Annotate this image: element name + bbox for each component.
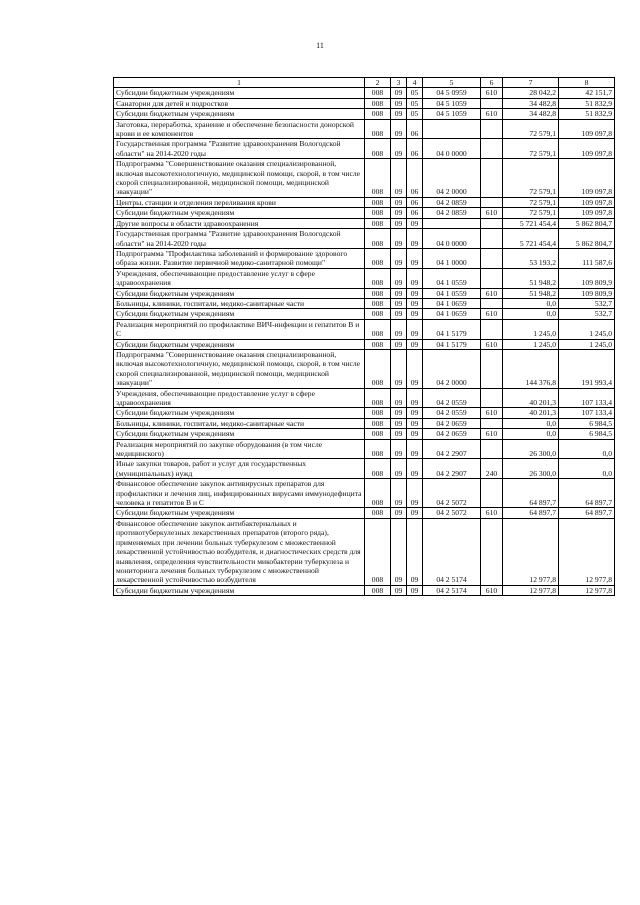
row-name: Иные закупки товаров, работ и услуг для государственных (муниципальных) нужд <box>114 459 365 479</box>
amount-year-1: 72 579,1 <box>503 139 559 159</box>
amount-year-2: 109 097,8 <box>559 208 615 218</box>
expense-type: 610 <box>481 309 503 319</box>
row-name: Больницы, клиники, госпитали, медико-санитарные части <box>114 298 365 308</box>
header-cell: 8 <box>559 78 615 88</box>
table-row <box>114 88 615 98</box>
ved-code: 008 <box>365 119 391 139</box>
row-name: Субсидии бюджетным учреждениям <box>114 508 365 518</box>
table-row <box>114 218 615 228</box>
ved-code: 008 <box>365 349 391 388</box>
ved-code: 008 <box>365 418 391 428</box>
table-row <box>114 508 615 518</box>
row-name: Реализация мероприятий по профилактике ВИЧ-инфекции и гепатитов В и С <box>114 319 365 339</box>
section-code: 09 <box>391 197 407 207</box>
amount-year-1: 34 482,8 <box>503 98 559 108</box>
table-row <box>114 288 615 298</box>
row-name: Субсидии бюджетным учреждениям <box>114 585 365 595</box>
header-cell: 7 <box>503 78 559 88</box>
expense-type <box>481 248 503 268</box>
subsection-code: 06 <box>407 197 423 207</box>
subsection-code: 09 <box>407 408 423 418</box>
amount-year-2: 5 862 804,7 <box>559 218 615 228</box>
amount-year-1: 0,0 <box>503 298 559 308</box>
ved-code: 008 <box>365 298 391 308</box>
amount-year-2: 109 097,8 <box>559 197 615 207</box>
subsection-code: 09 <box>407 429 423 439</box>
section-code: 09 <box>391 479 407 508</box>
subsection-code: 06 <box>407 139 423 159</box>
row-name: Учреждения, обеспечивающие предоставление услуг в сфере здравоохранения <box>114 388 365 408</box>
table-row <box>114 319 615 339</box>
section-code: 09 <box>391 298 407 308</box>
amount-year-1: 0,0 <box>503 309 559 319</box>
expense-type <box>481 229 503 249</box>
amount-year-1: 64 897,7 <box>503 508 559 518</box>
amount-year-1: 72 579,1 <box>503 159 559 198</box>
subsection-code: 09 <box>407 309 423 319</box>
section-code: 09 <box>391 98 407 108</box>
ved-code: 008 <box>365 268 391 288</box>
section-code: 09 <box>391 439 407 459</box>
expense-type <box>481 139 503 159</box>
target-article: 04 2 0659 <box>423 418 481 428</box>
table-row <box>114 229 615 249</box>
subsection-code: 05 <box>407 88 423 98</box>
amount-year-1: 12 977,8 <box>503 518 559 585</box>
amount-year-2: 64 897,7 <box>559 508 615 518</box>
amount-year-1: 144 376,8 <box>503 349 559 388</box>
subsection-code: 09 <box>407 218 423 228</box>
target-article: 04 5 0959 <box>423 88 481 98</box>
expense-type <box>481 268 503 288</box>
section-code: 09 <box>391 508 407 518</box>
row-name: Субсидии бюджетным учреждениям <box>114 408 365 418</box>
amount-year-2: 12 977,8 <box>559 518 615 585</box>
amount-year-2: 51 832,9 <box>559 98 615 108</box>
amount-year-2: 109 097,8 <box>559 139 615 159</box>
budget-table <box>113 77 615 596</box>
subsection-code: 09 <box>407 508 423 518</box>
amount-year-2: 1 245,0 <box>559 319 615 339</box>
row-name: Подпрограмма "Совершенствование оказания специализированной, включая высокотехнологичную, медицинской помощи, скорой, в том числе скорой специализированной, медицинской помощи, медицинской эвакуации" <box>114 349 365 388</box>
table-row <box>114 119 615 139</box>
amount-year-1: 0,0 <box>503 429 559 439</box>
expense-type <box>481 319 503 339</box>
subsection-code: 05 <box>407 98 423 108</box>
target-article: 04 2 0859 <box>423 208 481 218</box>
subsection-code: 05 <box>407 109 423 119</box>
target-article <box>423 119 481 139</box>
section-code: 09 <box>391 429 407 439</box>
table-row <box>114 479 615 508</box>
ved-code: 008 <box>365 208 391 218</box>
table-row <box>114 248 615 268</box>
section-code: 09 <box>391 585 407 595</box>
target-article: 04 1 0559 <box>423 268 481 288</box>
row-name: Государственная программа "Развитие здравоохранения Вологодской области" на 2014-2020 годы <box>114 229 365 249</box>
amount-year-1: 5 721 454,4 <box>503 218 559 228</box>
table-row <box>114 268 615 288</box>
section-code: 09 <box>391 109 407 119</box>
expense-type <box>481 439 503 459</box>
amount-year-2: 12 977,8 <box>559 585 615 595</box>
table-row <box>114 298 615 308</box>
amount-year-2: 109 809,9 <box>559 268 615 288</box>
section-code: 09 <box>391 309 407 319</box>
row-name: Субсидии бюджетным учреждениям <box>114 109 365 119</box>
expense-type <box>481 518 503 585</box>
row-name: Центры, станции и отделения переливания крови <box>114 197 365 207</box>
ved-code: 008 <box>365 339 391 349</box>
target-article: 04 1 0000 <box>423 248 481 268</box>
row-name: Субсидии бюджетным учреждениям <box>114 288 365 298</box>
amount-year-1: 26 300,0 <box>503 439 559 459</box>
header-cell: 1 <box>114 78 365 88</box>
target-article: 04 2 5174 <box>423 585 481 595</box>
expense-type: 610 <box>481 585 503 595</box>
section-code: 09 <box>391 339 407 349</box>
expense-type <box>481 479 503 508</box>
target-article: 04 2 0659 <box>423 429 481 439</box>
amount-year-2: 1 245,0 <box>559 339 615 349</box>
row-name: Государственная программа "Развитие здравоохранения Вологодской области" на 2014-2020 годы <box>114 139 365 159</box>
expense-type <box>481 98 503 108</box>
table-row <box>114 418 615 428</box>
amount-year-1: 40 201,3 <box>503 388 559 408</box>
subsection-code: 09 <box>407 229 423 249</box>
amount-year-1: 0,0 <box>503 418 559 428</box>
amount-year-2: 51 832,9 <box>559 109 615 119</box>
row-name: Подпрограмма "Профилактика заболеваний и формирование здорового образа жизни. Развитие первичной медико-санитарной помощи" <box>114 248 365 268</box>
expense-type <box>481 349 503 388</box>
amount-year-1: 34 482,8 <box>503 109 559 119</box>
amount-year-1: 53 193,2 <box>503 248 559 268</box>
ved-code: 008 <box>365 139 391 159</box>
ved-code: 008 <box>365 459 391 479</box>
target-article: 04 2 5072 <box>423 479 481 508</box>
amount-year-1: 72 579,1 <box>503 208 559 218</box>
subsection-code: 09 <box>407 268 423 288</box>
ved-code: 008 <box>365 319 391 339</box>
expense-type: 610 <box>481 429 503 439</box>
amount-year-2: 5 862 804,7 <box>559 229 615 249</box>
amount-year-1: 72 579,1 <box>503 197 559 207</box>
subsection-code: 06 <box>407 208 423 218</box>
subsection-code: 09 <box>407 298 423 308</box>
row-name: Заготовка, переработка, хранение и обеспечение безопасности донорской крови и ее компонентов <box>114 119 365 139</box>
target-article: 04 0 0000 <box>423 229 481 249</box>
amount-year-1: 28 042,2 <box>503 88 559 98</box>
header-cell: 3 <box>391 78 407 88</box>
target-article: 04 2 0859 <box>423 197 481 207</box>
target-article: 04 2 5072 <box>423 508 481 518</box>
table-row <box>114 159 615 198</box>
table-row <box>114 197 615 207</box>
target-article: 04 1 0659 <box>423 298 481 308</box>
table-row <box>114 98 615 108</box>
amount-year-1: 51 948,2 <box>503 268 559 288</box>
amount-year-1: 1 245,0 <box>503 319 559 339</box>
target-article <box>423 218 481 228</box>
row-name: Реализация мероприятий по закупке оборудования (в том числе медицинского) <box>114 439 365 459</box>
header-cell: 6 <box>481 78 503 88</box>
expense-type <box>481 218 503 228</box>
target-article: 04 2 0559 <box>423 388 481 408</box>
section-code: 09 <box>391 208 407 218</box>
amount-year-1: 1 245,0 <box>503 339 559 349</box>
table-row <box>114 139 615 159</box>
ved-code: 008 <box>365 518 391 585</box>
table-row <box>114 109 615 119</box>
ved-code: 008 <box>365 429 391 439</box>
table-row <box>114 309 615 319</box>
amount-year-2: 532,7 <box>559 309 615 319</box>
row-name: Больницы, клиники, госпитали, медико-санитарные части <box>114 418 365 428</box>
ved-code: 008 <box>365 508 391 518</box>
expense-type <box>481 197 503 207</box>
expense-type: 610 <box>481 339 503 349</box>
row-name: Санатории для детей и подростков <box>114 98 365 108</box>
table-row <box>114 518 615 585</box>
row-name: Субсидии бюджетным учреждениям <box>114 339 365 349</box>
expense-type: 610 <box>481 508 503 518</box>
section-code: 09 <box>391 139 407 159</box>
expense-type <box>481 298 503 308</box>
target-article: 04 2 5174 <box>423 518 481 585</box>
row-name: Субсидии бюджетным учреждениям <box>114 208 365 218</box>
ved-code: 008 <box>365 388 391 408</box>
ved-code: 008 <box>365 439 391 459</box>
subsection-code: 09 <box>407 479 423 508</box>
section-code: 09 <box>391 408 407 418</box>
table-row <box>114 408 615 418</box>
table-row <box>114 439 615 459</box>
section-code: 09 <box>391 288 407 298</box>
target-article: 04 1 0659 <box>423 309 481 319</box>
subsection-code: 09 <box>407 585 423 595</box>
row-name: Финансовое обеспечение закупок антибактериальных и противотуберкулезных лекарственных препаратов (второго ряда), применяемых при лечении больных туберкулезом с множественной лекарственной устойчивостью возбудителя, и диагностических средств для выявления, определения чувствительности микобактерии туберкулеза и мониторинга лечения больных туберкулезом с множественной лекарственной устойчивостью возбудителя <box>114 518 365 585</box>
ved-code: 008 <box>365 309 391 319</box>
subsection-code: 09 <box>407 339 423 349</box>
target-article: 04 2 0000 <box>423 349 481 388</box>
amount-year-1: 26 300,0 <box>503 459 559 479</box>
page-number: 11 <box>316 41 324 50</box>
ved-code: 008 <box>365 159 391 198</box>
target-article: 04 1 5179 <box>423 339 481 349</box>
expense-type: 610 <box>481 88 503 98</box>
subsection-code: 09 <box>407 459 423 479</box>
amount-year-2: 191 993,4 <box>559 349 615 388</box>
ved-code: 008 <box>365 218 391 228</box>
amount-year-1: 72 579,1 <box>503 119 559 139</box>
row-name: Подпрограмма "Совершенствование оказания специализированной, включая высокотехнологичную, медицинской помощи, скорой, в том числе скорой специализированной, медицинской помощи, медицинской эвакуации" <box>114 159 365 198</box>
section-code: 09 <box>391 229 407 249</box>
ved-code: 008 <box>365 88 391 98</box>
target-article: 04 2 2907 <box>423 459 481 479</box>
amount-year-2: 0,0 <box>559 459 615 479</box>
target-article: 04 5 1059 <box>423 98 481 108</box>
subsection-code: 09 <box>407 349 423 388</box>
section-code: 09 <box>391 159 407 198</box>
row-name: Финансовое обеспечение закупок антивирусных препаратов для профилактики и лечения лиц, инфицированных вирусами иммунодефицита человека и гепатитов В и С <box>114 479 365 508</box>
ved-code: 008 <box>365 197 391 207</box>
section-code: 09 <box>391 349 407 388</box>
subsection-code: 09 <box>407 388 423 408</box>
section-code: 09 <box>391 518 407 585</box>
ved-code: 008 <box>365 585 391 595</box>
expense-type <box>481 418 503 428</box>
amount-year-2: 532,7 <box>559 298 615 308</box>
expense-type <box>481 388 503 408</box>
expense-type: 610 <box>481 208 503 218</box>
subsection-code: 09 <box>407 439 423 459</box>
target-article: 04 2 2907 <box>423 439 481 459</box>
row-name: Другие вопросы в области здравоохранения <box>114 218 365 228</box>
section-code: 09 <box>391 119 407 139</box>
expense-type: 240 <box>481 459 503 479</box>
header-cell: 2 <box>365 78 391 88</box>
section-code: 09 <box>391 248 407 268</box>
section-code: 09 <box>391 268 407 288</box>
amount-year-2: 111 587,6 <box>559 248 615 268</box>
row-name: Субсидии бюджетным учреждениям <box>114 429 365 439</box>
table-row <box>114 339 615 349</box>
expense-type <box>481 159 503 198</box>
amount-year-2: 64 897,7 <box>559 479 615 508</box>
target-article: 04 1 0559 <box>423 288 481 298</box>
expense-type <box>481 119 503 139</box>
expense-type: 610 <box>481 109 503 119</box>
amount-year-1: 40 201,3 <box>503 408 559 418</box>
target-article: 04 5 1059 <box>423 109 481 119</box>
amount-year-2: 109 097,8 <box>559 119 615 139</box>
header-row <box>114 78 615 88</box>
header-cell: 4 <box>407 78 423 88</box>
section-code: 09 <box>391 459 407 479</box>
target-article: 04 2 0559 <box>423 408 481 418</box>
row-name: Субсидии бюджетным учреждениям <box>114 88 365 98</box>
section-code: 09 <box>391 218 407 228</box>
ved-code: 008 <box>365 229 391 249</box>
amount-year-2: 107 133,4 <box>559 388 615 408</box>
amount-year-1: 64 897,7 <box>503 479 559 508</box>
subsection-code: 09 <box>407 288 423 298</box>
amount-year-2: 6 984,5 <box>559 418 615 428</box>
amount-year-1: 5 721 454,4 <box>503 229 559 249</box>
amount-year-1: 51 948,2 <box>503 288 559 298</box>
amount-year-2: 107 133,4 <box>559 408 615 418</box>
table-row <box>114 585 615 595</box>
subsection-code: 09 <box>407 248 423 268</box>
table-row <box>114 429 615 439</box>
row-name: Учреждения, обеспечивающие предоставление услуг в сфере здравоохранения <box>114 268 365 288</box>
ved-code: 008 <box>365 98 391 108</box>
amount-year-1: 12 977,8 <box>503 585 559 595</box>
section-code: 09 <box>391 88 407 98</box>
table-row <box>114 459 615 479</box>
ved-code: 008 <box>365 288 391 298</box>
amount-year-2: 6 984,5 <box>559 429 615 439</box>
target-article: 04 0 0000 <box>423 139 481 159</box>
subsection-code: 09 <box>407 418 423 428</box>
amount-year-2: 109 809,9 <box>559 288 615 298</box>
amount-year-2: 109 097,8 <box>559 159 615 198</box>
table-row <box>114 349 615 388</box>
header-cell: 5 <box>423 78 481 88</box>
subsection-code: 09 <box>407 319 423 339</box>
section-code: 09 <box>391 418 407 428</box>
row-name: Субсидии бюджетным учреждениям <box>114 309 365 319</box>
amount-year-2: 0,0 <box>559 439 615 459</box>
expense-type: 610 <box>481 408 503 418</box>
ved-code: 008 <box>365 248 391 268</box>
section-code: 09 <box>391 388 407 408</box>
ved-code: 008 <box>365 479 391 508</box>
table-row <box>114 388 615 408</box>
target-article: 04 1 5179 <box>423 319 481 339</box>
expense-type: 610 <box>481 288 503 298</box>
subsection-code: 09 <box>407 518 423 585</box>
subsection-code: 06 <box>407 159 423 198</box>
section-code: 09 <box>391 319 407 339</box>
target-article: 04 2 0000 <box>423 159 481 198</box>
amount-year-2: 42 151,7 <box>559 88 615 98</box>
subsection-code: 06 <box>407 119 423 139</box>
ved-code: 008 <box>365 408 391 418</box>
ved-code: 008 <box>365 109 391 119</box>
table-row <box>114 208 615 218</box>
